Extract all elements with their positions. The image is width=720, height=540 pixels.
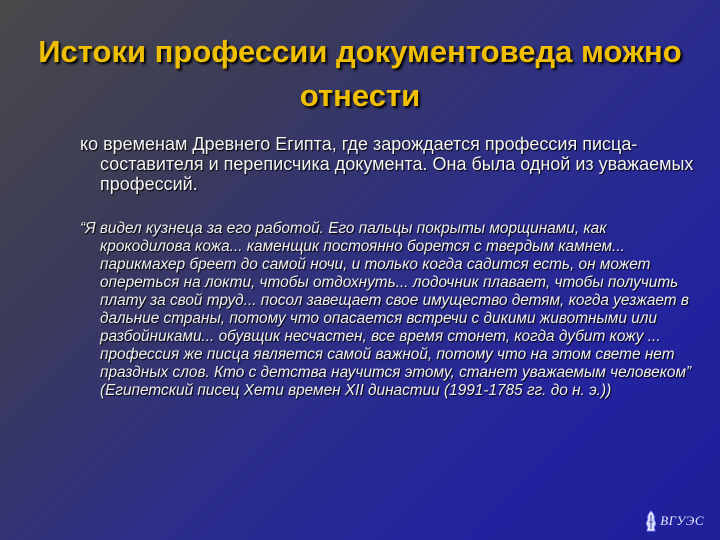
logo-text: ВГУЭС <box>660 513 704 528</box>
slide-title: Истоки профессии документоведа можно отнести <box>38 34 682 113</box>
quote-paragraph: “Я видел кузнеца за его работой. Его пальцы покрыты морщинами, как крокодилова кожа... каменщик постоянно борется с твердым камнем... парикмахер бреет до самой ночи, и только когда садится есть, он может опереться на локти, чтобы отдохнуть... лодочник плавает, чтобы получить плату за свой труд... посол завещает свое имущество детям, когда уезжает в дальние страны, потому что опасается встречи с дикими животными или разбойниками... обувщик несчастен, все время стонет, когда дубит кожу ... профессия же писца является самой важной, потому что на этом свете нет праздных слов. Кто с детства научится этому, станет уважаемым человеком” (Египетский писец Хети времен XII династии (1991-1785 гг. до н. э.)) <box>80 220 692 399</box>
university-logo <box>644 510 704 532</box>
university-emblem-icon <box>644 510 658 532</box>
intro-paragraph: ко временам Древнего Египта, где зарождается профессия писца-составителя и переписчика документа. Она была одной из уважаемых профессий. <box>80 134 694 194</box>
